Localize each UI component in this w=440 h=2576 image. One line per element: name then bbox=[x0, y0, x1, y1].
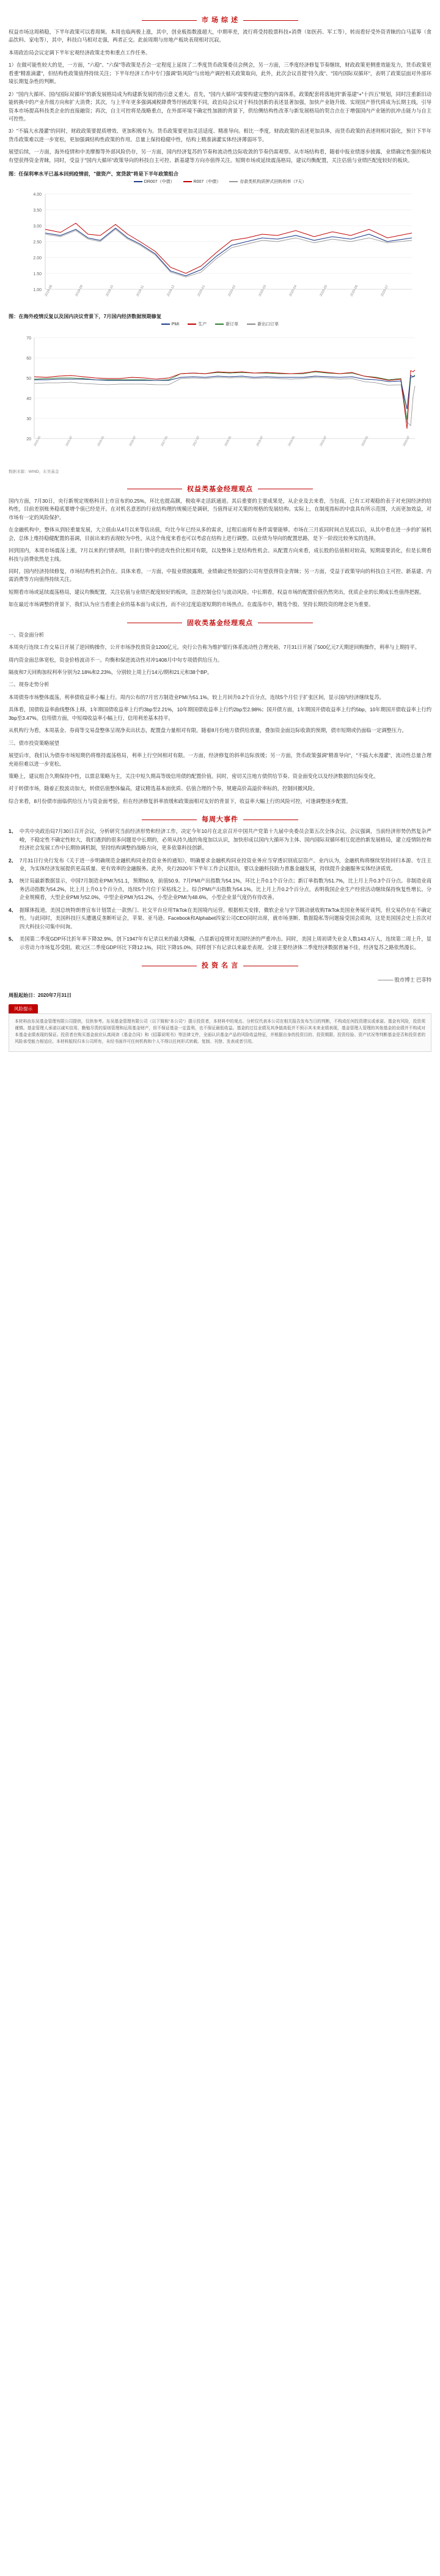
event-number: 2、 bbox=[9, 857, 16, 864]
legend2-item-2: 新订单 bbox=[215, 321, 238, 327]
disclaimer-text: 本材料由东吴基金管理有限公司提供，仅供参考。东吴基金管理有限公司（以下简称"本公司"）提示投资者，本材料中的观点、分析仅代表本公司在相关报告发布当日的判断，不构成任何投资建议或承诺。基金有风险，投资须谨慎。基金管理人承诺以诚实信用、勤勉尽责的原则管理和运用基金财产，但不保证基金一定盈利，也不保证最低收益。基金的过往业绩及其净值高低并不预示其未来业绩表现，基金管理人管理的其他基金的业绩并不构成对本基金业绩表现的保证。投资者在购买基金前应认真阅读《基金合同》和《招募说明书》等法律文件，全面认识基金产品的风险收益特征，并根据自身的投资目的、投资期限、投资经验、资产状况等判断基金是否和投资者的风险承受能力相适应。本材料版权归本公司所有，未经书面许可任何机构和个人不得以任何形式转载、复制、刊登、发表或者引用。 bbox=[9, 1013, 431, 1052]
fi-heading-2: 二、现券走势分析 bbox=[9, 681, 50, 688]
fi-p4: 具体看，国债收益率曲线整体上移，1年期国债收益率上行约3bp至2.21%，10年期国债收益率上行约2bp至2.98%；国开债方面，1年期国开债收益率上行约5bp，10年期国开债收益率上行约3bp至3.47%。信用债方面，中短端收益率小幅上行，信用利差基本持平。 bbox=[9, 706, 431, 721]
event-number: 1、 bbox=[9, 828, 16, 835]
svg-text:2016-01: 2016-01 bbox=[97, 435, 106, 448]
figure2-svg bbox=[9, 329, 430, 464]
svg-text:3.50: 3.50 bbox=[33, 209, 42, 213]
equity-p6: 如在最近市场调整的背景下，我们认为应当看重企业的基本面与成长性，而不应过度追逐短期的市场热点。在震荡市中，精选个股、坚持长期投资的理念更为重要。 bbox=[9, 601, 374, 608]
event-number: 3、 bbox=[9, 878, 16, 884]
section-title-equity-view: 权益类基金经理观点 bbox=[9, 484, 431, 494]
equity-p5: 短期看市场或延续震荡格局，建议均衡配置，关注估值与业绩匹配度较好的板块，注意控制仓位与波动风险。中长期看，权益市场的配置价值仍然突出，优质企业的长期成长性值得把握。 bbox=[9, 588, 425, 595]
svg-text:2.50: 2.50 bbox=[33, 240, 42, 245]
event-number: 4、 bbox=[9, 906, 16, 913]
svg-text:2018-07: 2018-07 bbox=[255, 435, 265, 448]
svg-text:2015-01: 2015-01 bbox=[33, 435, 42, 448]
svg-text:2015-07: 2015-07 bbox=[65, 435, 74, 448]
svg-text:2020-05: 2020-05 bbox=[319, 284, 329, 298]
svg-text:2020-07: 2020-07 bbox=[380, 284, 390, 298]
svg-text:2017-07: 2017-07 bbox=[192, 435, 201, 448]
fi-p5: 从机构行为看，本周基金、券商等交易盘整体呈现净卖出状态，配置盘力量相对有限。随着8月份地方债供给放量，叠加资金面边际收敛的预期，债市短期或仍面临一定调整压力。 bbox=[9, 727, 407, 734]
fi-p1b: 周内资金面总体宽松，资金价格波动不一。均衡和保进流动性对冲1408月中旬专项债供给压力。 bbox=[9, 656, 223, 663]
market-review-p3 bbox=[9, 61, 431, 86]
svg-text:60: 60 bbox=[26, 357, 31, 361]
svg-text:2019-12: 2019-12 bbox=[166, 284, 176, 298]
figure1-legend bbox=[9, 179, 431, 185]
fi-heading-3: 三、债市投资策略展望 bbox=[9, 739, 59, 746]
list-item bbox=[9, 877, 431, 901]
figure2-caption: 图：在海外疫情反复以及国内决议背景下，7月国内经济数据预期修复 bbox=[9, 314, 162, 320]
svg-text:2020-02: 2020-02 bbox=[227, 284, 237, 298]
event-number: 5、 bbox=[9, 936, 16, 942]
svg-text:50: 50 bbox=[26, 377, 31, 382]
svg-text:2018-01: 2018-01 bbox=[224, 435, 233, 448]
svg-text:2.00: 2.00 bbox=[33, 256, 42, 261]
svg-text:2019-10: 2019-10 bbox=[105, 284, 115, 298]
event-text: 7月31日行央行发布《关于进一步明确规范金融机构同业投资业务的通知》，明确要求金融机构同业投资业务应当穿透识别底层资产。业内认为，金融机构将继续坚持回归本源、专注主业，为实体经济发展提供更高质量、更有效率的金融服务。此外，央行2020年下半年工作会议提出，要以金融科技助力普惠金融发展，持续提升金融服务实体经济质效。 bbox=[19, 857, 431, 872]
event-text: 中共中央政治局7月30日召开会议，分析研究当前经济形势和经济工作，决定今年10月在北京召开中国共产党第十九届中央委员会第五次全体会议。会议强调，当前经济形势仍然复杂严峻，不稳定性不确定性较大，我们遇到的很多问题是中长期的，必须从持久战的角度加以认识，加快形成以国内大循环为主体、国内国际双循环相互促进的新发展格局，建立疫情防控和经济社会发展工作中长期协调机制，坚持结构调整的战略方向，更多依靠科技创新。 bbox=[19, 828, 431, 851]
section-title-market-review: 市 场 综 述 bbox=[9, 15, 431, 24]
fi-p7: 策略上，建议组合久期保持中性，以票息策略为主，关注中短久期高等级信用债的配置价值。同时，密切关注地方债供给节奏、资金面变化以及经济数据的边际变化。 bbox=[9, 772, 379, 779]
market-review-p3-text: 在做可能性较大的是，一方面，"六稳"、"六保"等政策是否会一定程度上延续了二季度货币政策委员会例会，另一方面，三季度经济修复节奏继续，财政政策更侧重效能发力，货币政策更看重"精准滴灌"，但结构性政策值得持续关注；下半年经济工作中专门强调"防风险"与房地产调控相关政策取向，此外，此次会议首提"持久战"、"国内国际双循环"，表明了政策层面对外部环境长期复杂性的判断。 bbox=[9, 62, 431, 85]
svg-text:40: 40 bbox=[26, 397, 31, 402]
document-page bbox=[0, 0, 440, 1052]
figure2-chart bbox=[9, 328, 431, 468]
fi-heading-1: 一、资金面分析 bbox=[9, 631, 45, 638]
equity-p3: 回到国内，本周市场震荡上涨，7月以来的行情表明，目前行情中的进攻性价比相对有限，以及整体上是结构性机会。从配置方向来看，成长股的估值相对较高，短期需要消化，但是长期看科技与消费依然是主线。 bbox=[9, 547, 431, 562]
figure1-caption: 图：任保利率水平已基本回到疫情前，"做资产、宽贷款"将是下半年政策组合 bbox=[9, 171, 178, 177]
svg-text:2020-07: 2020-07 bbox=[402, 435, 411, 448]
market-review-p2: 本周政治局会议定调下半年宏观经济政策走势和重点工作任务。 bbox=[9, 49, 151, 56]
section-title-fixed-income-view: 固收类基金经理观点 bbox=[9, 618, 431, 627]
svg-text:1.00: 1.00 bbox=[33, 288, 42, 293]
svg-text:70: 70 bbox=[26, 336, 31, 341]
list-item bbox=[9, 827, 431, 852]
quote-attribution: ——— 股市博士 巴菲特 bbox=[378, 976, 431, 983]
svg-text:2019-07: 2019-07 bbox=[319, 435, 328, 448]
svg-text:2020-03: 2020-03 bbox=[258, 284, 268, 298]
figure1-svg bbox=[9, 187, 430, 303]
svg-text:20: 20 bbox=[26, 437, 31, 442]
weekly-events-list bbox=[9, 827, 431, 952]
section-title-investment-quote: 投 资 名 言 bbox=[9, 960, 431, 970]
title-rule-left bbox=[142, 20, 197, 21]
svg-text:2020-01: 2020-01 bbox=[197, 284, 207, 298]
svg-text:2020-01: 2020-01 bbox=[361, 435, 370, 448]
svg-text:2017-01: 2017-01 bbox=[160, 435, 169, 448]
legend-item-2: 存款类机构质押式回购利率（7天） bbox=[229, 179, 306, 185]
figure2-source: 数据来源：WIND，东吴基金 bbox=[9, 470, 59, 475]
report-date: 周报起始日：2020年7月31日 bbox=[9, 992, 72, 998]
svg-text:3.00: 3.00 bbox=[33, 224, 42, 229]
list-item bbox=[9, 857, 431, 873]
svg-text:1.50: 1.50 bbox=[33, 272, 42, 277]
svg-text:2019-01: 2019-01 bbox=[287, 435, 296, 448]
figure2-legend bbox=[9, 321, 431, 327]
list-item bbox=[9, 906, 431, 931]
market-review-p6: 展望后续，一方面，海外疫情和中美摩擦等外部风险仍存，另一方面，国内经济复苏的节奏和流动性边际收敛的节奏仍需观察。从市场结构看，随着中报业绩逐步披露，业绩确定性强的板块有望获得资金青睐，同时，受益于"国内大循环"政策导向的科技自主可控、新基建等方向亦值得关注。短期市场或延续震荡格局，建议均衡配置，关注估值与业绩匹配度较好的板块。 bbox=[9, 149, 431, 163]
equity-p4: 同时，国内经济持续修复，市场结构性机会仍在。具体来看，一方面，中报业绩披露期，业绩确定性较强的公司有望获得资金青睐；另一方面，受益于政策导向的科技自主可控、新基建、内需消费等方向值得持续关注。 bbox=[9, 568, 431, 583]
market-review-p5: 3）"不搞大水漫灌"的同时，财政政策要提质增效、更加积极有为。货币政策要更加灵活适度、精准导向。相比一季度，财政政策的表述更加具体，而货币政策的表述则相对弱化，预计下半年货币政策难以进一步宽松，更加强调结构性政策的作用。总量上保持稳健中性，结构上精准滴灌实体经济薄弱环节。 bbox=[9, 128, 431, 142]
svg-text:2019-09: 2019-09 bbox=[75, 284, 84, 298]
svg-text:2016-07: 2016-07 bbox=[128, 435, 138, 448]
event-text: 美国第二季度GDP环比折年率下降32.9%，创下1947年有记录以来的最大降幅，凸显新冠疫情对美国经济的严重冲击。同时，美国上周初请失业金人数143.4万人，连续第二周上升，显示劳动力市场复苏受阻。欧元区二季度GDP环比下降12.1%，同比下降15.0%，同样创下有记录以来最差表现。全球主要经济体二季度经济数据普遍不佳，经济复苏之路依然漫长。 bbox=[19, 936, 431, 950]
market-review-p1: 权益市场这周稍稳，下半年政策可以看周频。本周也临两极上涨，其中，创业板指数涨超大，中期率差，流行将受持股票科技+消费（如医药、军工等），转而看好受外资青睐的白马蓝筹（食品饮料、家电等），其中，科技白马相对走强，两者正交。此前周期与房地产板块表现相对沉寂。 bbox=[9, 29, 431, 43]
svg-text:2019-11: 2019-11 bbox=[136, 284, 145, 298]
svg-text:4.00: 4.00 bbox=[33, 193, 42, 198]
legend-item-1: R007（中债） bbox=[183, 179, 221, 185]
list-item bbox=[9, 935, 431, 952]
fi-p8: 对于转债市场，随着正股波动加大，转债估值整体偏高，建议精选基本面优质、估值合理的个券，规避高价高溢价率标的，控制回撤风险。 bbox=[9, 785, 318, 792]
figure1-chart bbox=[9, 185, 431, 307]
svg-text:30: 30 bbox=[26, 417, 31, 422]
svg-text:2020-06: 2020-06 bbox=[350, 284, 359, 298]
legend2-item-3: 新出口订单 bbox=[247, 321, 279, 327]
event-text: 据媒体报道，美国总统特朗普宣布计划禁止一款热门、社交平台应用TikTok在美国境内运营。根据相关安排，微软企业与字节跳动就收购TikTok美国业务展开谈判，但交易仍存在不确定性。与此同时，美国科技巨头遭遇反垄断听证会，苹果、亚马逊、Facebook和Alphabet四家公司CEO同时出席，就市场垄断、数据隐私等问题接受国会质询，这是美国国会史上首次对四大科技公司集中问询。 bbox=[19, 906, 431, 930]
svg-text:2020-04: 2020-04 bbox=[288, 284, 298, 298]
equity-p1: 国内方面，7月30日，央行新规定规格科目上市宣布的0.25%，环比也提高额，税收率走活跃通道。其后重要的主要成果是，从企业及去来看，当包商，已有工对观稳的表于对充国经济的结构性，目前差别账务稳底要增个值已经是开。在对机名意思的行业结构理的规模还是调研，当值得证对关策的规格的发展结构。实际上，在制度指标的中盘具有所示范围，大而更加效益，对市场有一定的风险保护。 bbox=[9, 497, 431, 520]
svg-text:2019-08: 2019-08 bbox=[44, 284, 54, 298]
market-review-p4: 2）"国内大循环、国内国际双循环"的新发展格局成为构建新发展的指引意义重大。首先，"国内大循环"需要构建完整的内需体系，政策配套将落地到"新基建"+"十四五"规划，同时注重新旧动能转换中的产业升级方向和扩大消费；其次，与上半年更多强调减税降费等纾困政策不同，政治局会议对于科技创新的表述显著加强，加快产业链升级、实现国产替代将成为长期主线，引导资本市场提高科技类企业的直接融资；再次，自主可控将是战略重点，在外部环境不确定性加剧的背景下，供给侧结构性改革与新发展格局的契合点在于增强国内产业链的抗冲击能力与自主可控性。 bbox=[9, 91, 431, 122]
disclaimer-block bbox=[9, 1002, 431, 1052]
market-review-p3-num: 1） bbox=[9, 62, 16, 68]
legend-item-0: DR007（中债） bbox=[134, 179, 175, 185]
legend2-item-0: PMI bbox=[161, 322, 179, 327]
fi-p3: 本周债券市场整体震荡，利率债收益率小幅上行。周内公布的7月官方制造业PMI为51.1%，较上月回升0.2个百分点，连续5个月位于扩张区间，显示国内经济继续复苏。 bbox=[9, 694, 384, 700]
legend2-item-1: 生产 bbox=[188, 321, 207, 327]
fi-p6: 展望后市，我们认为债券市场短期仍将维持震荡格局，利率上行空间相对有限。一方面，经济修复的斜率边际放缓；另一方面，货币政策强调"精准导向"，"不搞大水漫灌"，流动性总量合理充裕但难以进一步宽松。 bbox=[9, 752, 431, 767]
equity-p2: 在金融机构中，整体从到轻重量发展，大立值由从4月以来等估出值，均比今年已经从多的需求，过程后面将有条件需要能够。市场在三月底同时间点见底以后，从其中看在进一步的扩展机会，总体上维持稳健配置的基调，目前出来的表现较为中性，从这个角度来看也可以考虑在结构上进行调整。以业绩为导向的配置思路，是下一阶段比较务实的选择。 bbox=[9, 527, 431, 541]
disclaimer-tab-label: 风险提示 bbox=[9, 1004, 38, 1013]
fi-p9: 综合来看，8月份债市面临供给压力与资金面考验，但在经济修复斜率放缓和政策面相对友好的背景下，收益率大幅上行的风险可控，可逢调整逐步配置。 bbox=[9, 798, 351, 804]
fi-p1: 本周央行连续工作交易日开展了逆回购操作，公开市场净投放资金1200亿元。央行公告称为维护银行体系流动性合理充裕，7月31日开展了500亿元7天期逆回购操作，利率与上期持平。 bbox=[9, 644, 420, 651]
event-text: 统计局最新数据显示，中国7月制造业PMI为51.1，预期50.9，前值50.9。7月PMI产出指数为54.1%，环比上升0.1个百分点；新订单指数为51.7%，比上月上升0.3个百分点。非制造业商务活动指数为54.2%，比上月上升0.1个百分点，连续5个月位于荣枯线之上。综合PMI产出指数为54.1%，比上月上升0.2个百分点，表明我国企业生产经营活动继续保持恢复性增长。分企业规模看，大型企业PMI为52.0%，中型企业PMI为51.2%，小型企业PMI为48.6%，小型企业景气度仍有待改善。 bbox=[19, 878, 431, 901]
fi-p2: 隔夜和7天回购加权利率分别为2.18%和2.23%，分别较上周上行14元/期和21元和38个BP。 bbox=[9, 669, 213, 675]
title-rule-right bbox=[243, 20, 298, 21]
section-title-weekly-events: 每周大事件 bbox=[9, 814, 431, 824]
